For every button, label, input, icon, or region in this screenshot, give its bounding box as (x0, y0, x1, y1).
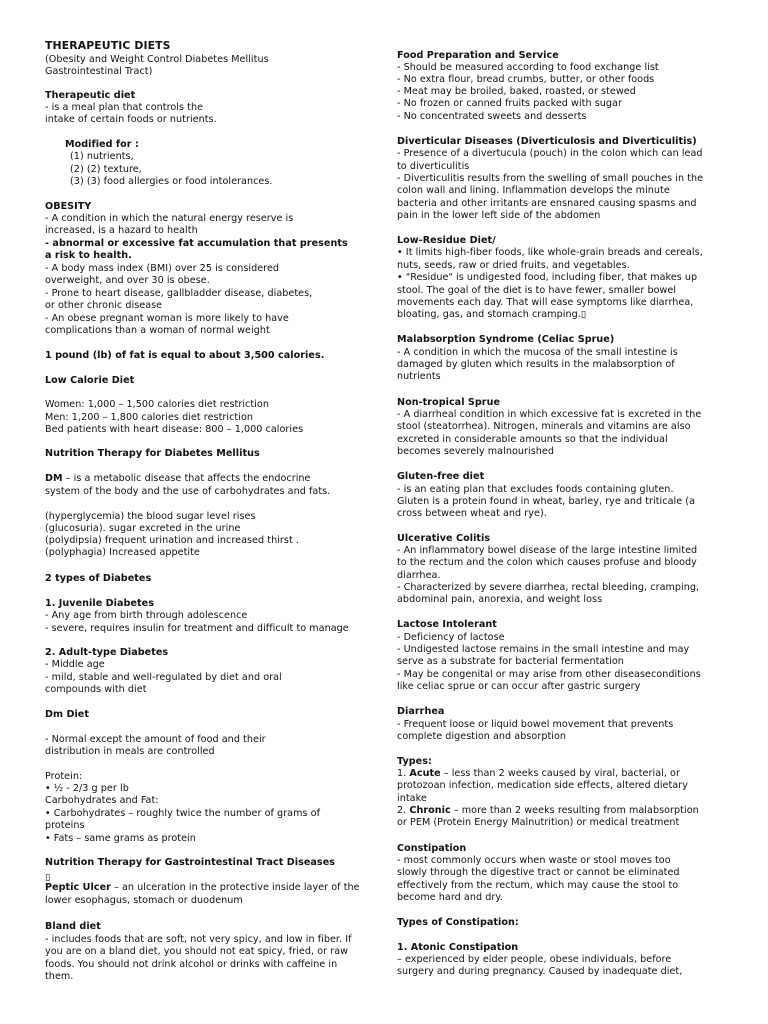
right-heading: Diarrhea (397, 706, 445, 717)
left-text-line: DM – is a metabolic disease that affects the endocrine (45, 473, 311, 484)
left-text-line: - includes foods that are soft, not very spicy, and low in fiber. If (45, 934, 352, 945)
left-heading: Nutrition Therapy for Gastrointestinal Tract Diseases (45, 857, 336, 868)
right-text-line: - No extra flour, bread crumbs, butter, or other foods (397, 74, 655, 85)
right-text-line: Gluten is a protein found in wheat, barley, rye and triticale (a (397, 496, 696, 507)
right-text-line: like celiac sprue or can occur after gastric surgery (397, 681, 641, 692)
left-text-line: (polyphagia) Increased appetite (45, 547, 200, 558)
left-text-line: Protein: (45, 771, 83, 782)
right-text-line: slowly through the digestive tract or cannot be eliminated (397, 867, 680, 878)
left-heading: 1 pound (lb) of fat is equal to about 3,500 calories. (45, 350, 325, 361)
left-text-line: - Normal except the amount of food and their (45, 734, 266, 745)
right-text-line: - A diarrheal condition in which excessive fat is excreted in the (397, 409, 702, 420)
right-text-line: nutrients (397, 371, 441, 382)
right-text-line: stool. The goal of the diet is to have fewer, smaller bowel (397, 285, 677, 296)
right-heading: Ulcerative Colitis (397, 533, 491, 544)
right-text-line: or PEM (Protein Energy Malnutrition) or medical treatment (397, 817, 680, 828)
right-heading: Food Preparation and Service (397, 50, 559, 61)
left-text-line: - A condition in which the natural energy reserve is (45, 213, 294, 224)
left-text-line: Women: 1,000 – 1,500 calories diet restriction (45, 399, 269, 410)
left-text-line: overweight, and over 30 is obese. (45, 275, 210, 286)
right-text-line: - Should be measured according to food exchange list (397, 62, 659, 73)
left-heading: 1. Juvenile Diabetes (45, 598, 154, 609)
right-text-line: - most commonly occurs when waste or stool moves too (397, 855, 671, 866)
left-heading: - abnormal or excessive fat accumulation that presents (45, 238, 348, 249)
left-text-line: them. (45, 971, 74, 982)
left-text-line: complications than a woman of normal weight (45, 325, 270, 336)
left-text-line: Men: 1,200 – 1,800 calories diet restriction (45, 412, 253, 423)
left-text-line: - An obese pregnant woman is more likely to have (45, 313, 289, 324)
right-text-line: abdominal pain, anorexia, and weight loss (397, 594, 603, 605)
left-heading: 2. Adult-type Diabetes (45, 647, 169, 658)
right-text-line: - Presence of a divertucula (pouch) in the colon which can lead (397, 148, 703, 159)
right-text-line: - May be congenital or may arise from other diseaseconditions (397, 669, 701, 680)
right-text-line: surgery and during pregnancy. Caused by inadequate diet, (397, 966, 683, 977)
left-heading: Therapeutic diet (45, 90, 136, 101)
left-heading: Modified for : (65, 139, 139, 150)
right-heading: Lactose Intolerant (397, 619, 497, 630)
left-text-line: you are on a bland diet, you should not eat spicy, fried, or raw (45, 946, 349, 957)
left-text-line: - is a meal plan that controls the (45, 102, 204, 113)
left-text-line: - A body mass index (BMI) over 25 is considered (45, 263, 280, 274)
right-heading: Malabsorption Syndrome (Celiac Sprue) (397, 334, 615, 345)
left-text-line: • Carbohydrates – roughly twice the number of grams of (45, 808, 321, 819)
right-text-line: effectively from the rectum, which may cause the stool to (397, 880, 679, 891)
right-text-line: - Characterized by severe diarrhea, rectal bleeding, cramping, (397, 582, 700, 593)
right-text-line: intake (397, 793, 427, 804)
right-text-line: protozoan infection, medication side effects, altered dietary (397, 780, 688, 791)
left-heading: a risk to health. (45, 250, 132, 261)
right-text-line: diarrhea. (397, 570, 441, 581)
left-heading: Bland diet (45, 921, 101, 932)
left-text-line: proteins (45, 820, 85, 831)
right-text-line: serve as a substrate for bacterial fermentation (397, 656, 624, 667)
left-text-line: - severe, requires insulin for treatment and difficult to manage (45, 623, 349, 634)
left-text-line: - Middle age (45, 659, 105, 670)
left-heading: 2 types of Diabetes (45, 573, 152, 584)
right-text-line: nuts, seeds, raw or dried fruits, and vegetables. (397, 260, 630, 271)
right-text-line: – experienced by elder people, obese individuals, before (397, 954, 672, 965)
right-text-line: - Diverticulitis results from the swelling of small pouches in the (397, 173, 704, 184)
right-heading: Types of Constipation: (397, 917, 519, 928)
left-text-line: Carbohydrates and Fat: (45, 795, 159, 806)
right-text-line: 1. Acute – less than 2 weeks caused by viral, bacterial, or (397, 768, 680, 779)
left-text-line: (hyperglycemia) the blood sugar level rises (45, 511, 256, 522)
right-text-line: • "Residue" is undigested food, including fiber, that makes up (397, 272, 698, 283)
right-text-line: excreted in considerable amounts so that the individual (397, 434, 668, 445)
right-text-line: - Frequent loose or liquid bowel movement that prevents (397, 719, 674, 730)
right-heading: Constipation (397, 843, 467, 854)
right-text-line: stool (steatorrhea). Nitrogen, minerals and vitamins are also (397, 421, 691, 432)
right-text-line: bacteria and other irritants are ensnared causing spasms and (397, 198, 697, 209)
left-text-line: system of the body and the use of carbohydrates and fats. (45, 486, 331, 497)
right-text-line: 2. Chronic – more than 2 weeks resulting from malabsorption (397, 805, 699, 816)
left-text-line: lower esophagus, stomach or duodenum (45, 895, 243, 906)
left-text-line: or other chronic disease (45, 300, 163, 311)
right-text-line: - A condition in which the mucosa of the small intestine is (397, 347, 678, 358)
right-text-line: become hard and dry. (397, 892, 503, 903)
left-text-line: distribution in meals are controlled (45, 746, 215, 757)
right-text-line: - An inflammatory bowel disease of the large intestine limited (397, 545, 698, 556)
right-text-line: - is an eating plan that excludes foods containing gluten. (397, 484, 674, 495)
left-text-line: compounds with diet (45, 684, 147, 695)
right-text-line: colon wall and lining. Inflammation develops the minute (397, 185, 670, 196)
right-text-line: cross between wheat and rye). (397, 508, 547, 519)
right-text-line: - Meat may be broiled, baked, roasted, or stewed (397, 86, 636, 97)
left-text-line: intake of certain foods or nutrients. (45, 114, 217, 125)
left-text-line: • Fats – same grams as protein (45, 833, 196, 844)
left-heading: ▯ (45, 872, 51, 883)
right-text-line: - No frozen or canned fruits packed with sugar (397, 98, 622, 109)
right-heading: 1. Atonic Constipation (397, 942, 519, 953)
right-text-line: - Deficiency of lactose (397, 632, 505, 643)
left-heading: OBESITY (45, 201, 92, 212)
left-text-line: (polydipsia) frequent urination and increased thirst . (45, 535, 299, 546)
right-text-line: movements each day. That will ease symptoms like diarrhea, (397, 297, 694, 308)
right-text-line: - Undigested lactose remains in the small intestine and may (397, 644, 690, 655)
left-text-line: (3) (3) food allergies or food intolerances. (70, 176, 273, 187)
right-heading: Non-tropical Sprue (397, 397, 501, 408)
right-heading: Diverticular Diseases (Diverticulosis and Diverticulitis) (397, 136, 697, 147)
left-text-line: (2) (2) texture, (70, 164, 142, 175)
left-text-line: (Obesity and Weight Control Diabetes Mellitus (45, 54, 269, 65)
left-heading: Low Calorie Diet (45, 375, 135, 386)
left-text-line: (glucosuria). sugar excreted in the urine (45, 523, 241, 534)
left-heading: THERAPEUTIC DIETS (45, 39, 171, 52)
right-text-line: - No concentrated sweets and desserts (397, 111, 587, 122)
left-text-line: • ½ - 2/3 g per lb (45, 783, 129, 794)
right-text-line: damaged by gluten which results in the malabsorption of (397, 359, 675, 370)
left-text-line: Peptic Ulcer – an ulceration in the protective inside layer of the (45, 882, 360, 893)
left-heading: Nutrition Therapy for Diabetes Mellitus (45, 448, 260, 459)
left-text-line: - Any age from birth through adolescence (45, 610, 248, 621)
right-text-line: complete digestion and absorption (397, 731, 567, 742)
left-heading: Dm Diet (45, 709, 89, 720)
right-heading: Low-Residue Diet/ (397, 235, 496, 246)
left-text-line: foods. You should not drink alcohol or drinks with caffeine in (45, 959, 338, 970)
right-text-line: to the rectum and the colon which causes profuse and bloody (397, 557, 697, 568)
right-text-line: bloating, gas, and stomach cramping.▯ (397, 309, 587, 320)
left-text-line: (1) nutrients, (70, 151, 134, 162)
left-text-line: increased, is a hazard to health (45, 225, 198, 236)
left-text-line: Bed patients with heart disease: 800 – 1,000 calories (45, 424, 304, 435)
right-heading: Types: (397, 756, 432, 767)
left-text-line: - Prone to heart disease, gallbladder disease, diabetes, (45, 288, 313, 299)
left-text-line: Gastrointestinal Tract) (45, 66, 153, 77)
right-text-line: becomes severely malnourished (397, 446, 554, 457)
right-text-line: to diverticulitis (397, 161, 470, 172)
right-text-line: • It limits high-fiber foods, like whole-grain breads and cereals, (397, 247, 703, 258)
right-heading: Gluten-free diet (397, 471, 485, 482)
right-text-line: pain in the lower left side of the abdomen (397, 210, 601, 221)
left-text-line: - mild, stable and well-regulated by diet and oral (45, 672, 282, 683)
